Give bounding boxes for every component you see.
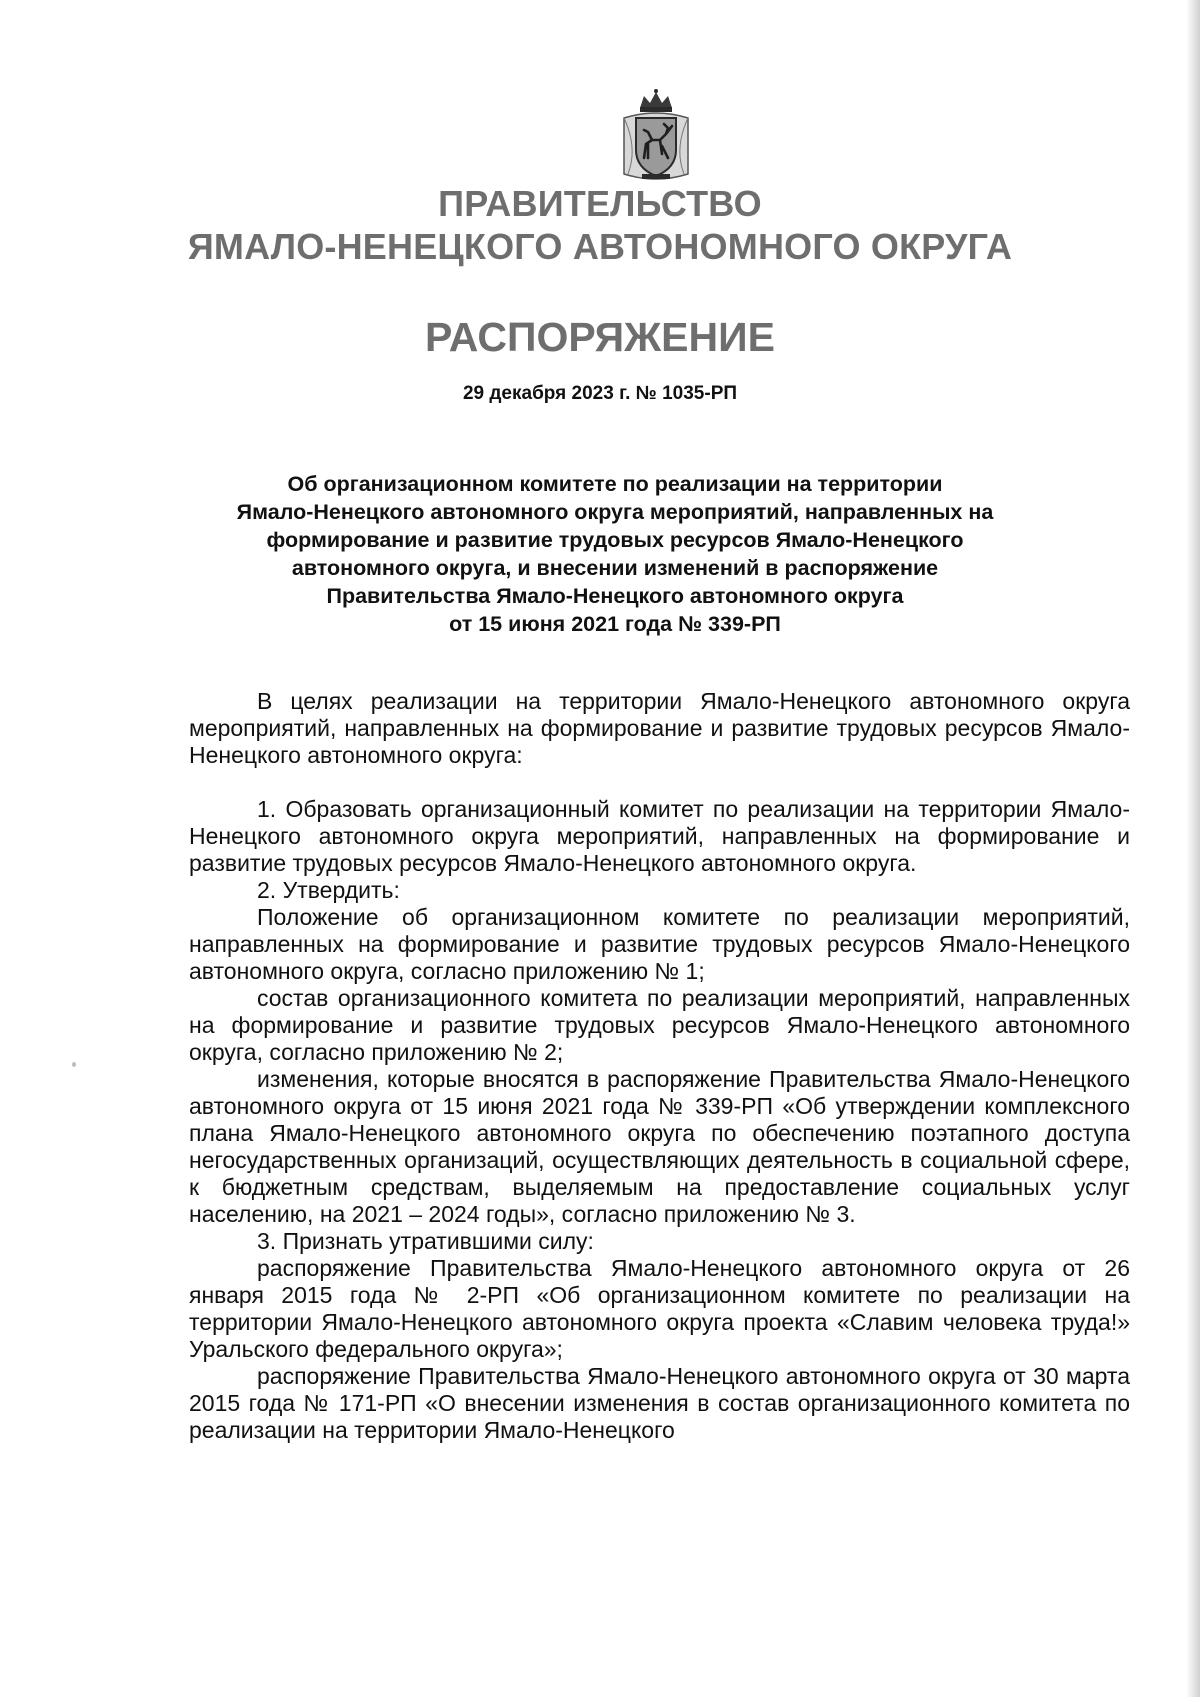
clause-2-heading: 2. Утвердить: bbox=[257, 877, 400, 903]
scan-speck bbox=[72, 1062, 76, 1067]
subject-line: Ямало-Ненецкого автономного округа мероприятий, направленных на bbox=[236, 500, 994, 524]
clause-3-item-2015-2rp: распоряжение Правительства Ямало-Ненецкого автономного округа от 26 января 2015 года № 2-РП «Об организационном комитете по реализации на территории Ямало-Ненецкого автономного округа проекта «Славим человека труда!» Уральского федерального округа»; bbox=[189, 1255, 1130, 1362]
document-subject bbox=[190, 470, 1040, 638]
coat-of-arms-icon bbox=[618, 88, 694, 184]
subject-line: Правительства Ямало-Ненецкого автономного округа bbox=[326, 584, 904, 608]
document-type-heading: РАСПОРЯЖЕНИЕ bbox=[425, 314, 775, 360]
clause-2-item-amendments: изменения, которые вносятся в распоряжение Правительства Ямало-Ненецкого автономного округа от 15 июня 2021 года № 339-РП «Об утверждении комплексного плана Ямало-Ненецкого автономного округа по обеспечению поэтапного доступа негосударственных организаций, осуществляющих деятельность в социальной сфере, к бюджетным средствам, выделяемым на предоставление социальных услуг населению, на 2021 – 2024 годы», согласно приложению № 3. bbox=[189, 1066, 1130, 1227]
government-title-line-2: ЯМАЛО-НЕНЕЦКОГО АВТОНОМНОГО ОКРУГА bbox=[187, 226, 1013, 267]
clause-3-item-2015-171rp: распоряжение Правительства Ямало-Ненецкого автономного округа от 30 марта 2015 года № 171-РП «О внесении изменения в состав организационного комитета по реализации на территории Ямало-Ненецкого bbox=[189, 1363, 1130, 1443]
clause-2-item-regulation: Положение об организационном комитете по реализации мероприятий, направленных на формирование и развитие трудовых ресурсов Ямало-Ненецкого автономного округа, согласно приложению № 1; bbox=[189, 904, 1130, 984]
government-title-line-1: ПРАВИТЕЛЬСТВО bbox=[438, 183, 762, 224]
subject-line: формирование и развитие трудовых ресурсов Ямало-Ненецкого bbox=[266, 528, 964, 552]
preamble-paragraph: В целях реализации на территории Ямало-Ненецкого автономного округа мероприятий, направленных на формирование и развитие трудовых ресурсов Ямало-Ненецкого автономного округа: bbox=[189, 688, 1130, 768]
subject-line: автономного округа, и внесении изменений в распоряжение bbox=[291, 556, 939, 580]
document-date-number: 29 декабря 2023 г. № 1035-РП bbox=[462, 383, 738, 404]
clause-1-paragraph: 1. Образовать организационный комитет по реализации на территории Ямало-Ненецкого автономного округа мероприятий, направленных на формирование и развитие трудовых ресурсов Ямало-Ненецкого автономного округа. bbox=[189, 796, 1130, 876]
subject-line: Об организационном комитете по реализации на территории bbox=[287, 472, 943, 496]
clause-2-item-composition: состав организационного комитета по реализации мероприятий, направленных на формирование и развитие трудовых ресурсов Ямало-Ненецкого автономного округа, согласно приложению № 2; bbox=[189, 985, 1130, 1065]
document-body bbox=[189, 688, 1130, 1444]
clause-3-heading: 3. Признать утратившими силу: bbox=[257, 1228, 594, 1254]
subject-line: от 15 июня 2021 года № 339-РП bbox=[449, 612, 781, 636]
